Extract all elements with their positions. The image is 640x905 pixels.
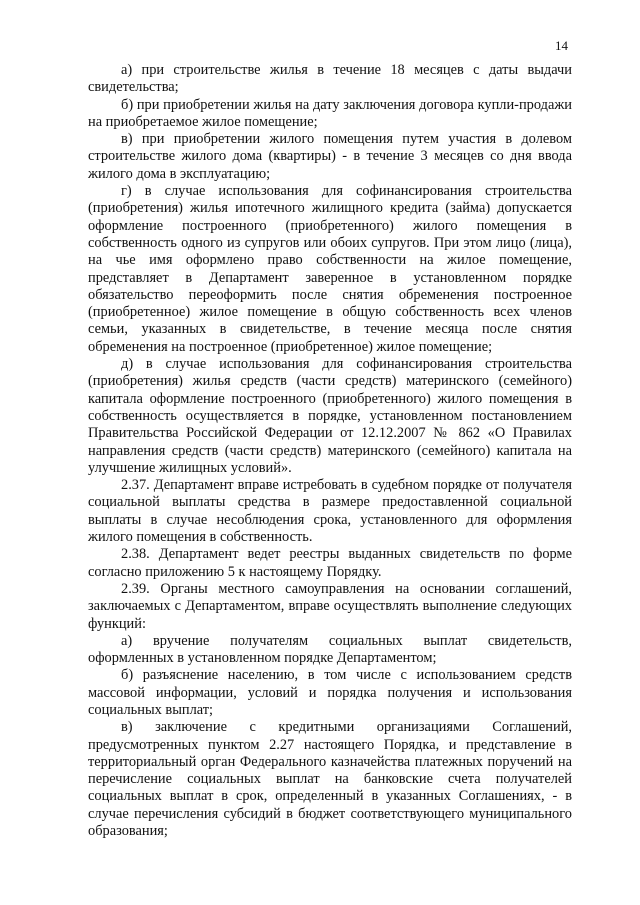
paragraph-v-shared-construction: в) при приобретении жилого помещения путем участия в долевом строительстве жилого дома (квартиры) - в течение 3 месяцев со дня ввода жилого дома в эксплуатацию;	[88, 131, 572, 182]
paragraph-g-mortgage: г) в случае использования для софинансирования строительства (приобретения) жилья ипотечного жилищного кредита (займа) допускается оформление построенного (приобретенного) жилого помещения в собственность одного из супругов или обоих супругов. При этом лицо (лица), на чье имя оформлено право собственности на жилое помещение, представляет в Департамент заверенное в установленном порядке обязательство переоформить после снятия обременения построенное (приобретенное) жилое помещение в общую собственность всех членов семьи, указанных в свидетельстве, в течение месяца после снятия обременения на построенное (приобретенное) жилое помещение;	[88, 183, 572, 355]
paragraph-2-37: 2.37. Департамент вправе истребовать в судебном порядке от получателя социальной выплаты средства в размере предоставленной социальной выплаты в случае несоблюдения срока, установленного для оформления жилого помещения в собственность.	[88, 477, 572, 546]
paragraph-2-39: 2.39. Органы местного самоуправления на основании соглашений, заключаемых с Департаментом, вправе осуществлять выполнение следующих функций:	[88, 580, 572, 632]
page-number: 14	[555, 38, 568, 53]
paragraph-2-39-b: б) разъяснение населению, в том числе с использованием средств массовой информации, условий и порядка получения и использования социальных выплат;	[88, 667, 572, 718]
paragraph-d-maternity-capital: д) в случае использования для софинансирования строительства (приобретения) жилья средств (части средств) материнского (семейного) капитала оформление построенного (приобретенного) жилого помещения в собственность осуществляется в порядке, установленном постановлением Правительства Российской Федерации от 12.12.2007 № 862 «О Правилах направления средств (части средств) материнского (семейного) капитала на улучшение жилищных условий».	[88, 356, 572, 476]
paragraph-2-39-a: а) вручение получателям социальных выплат свидетельств, оформленных в установленном порядке Департаментом;	[88, 632, 572, 667]
paragraph-2-39-v: в) заключение с кредитными организациями Соглашений, предусмотренных пунктом 2.27 настоящего Порядка, и представление в территориальный орган Федерального казначейства платежных поручений на перечисление социальных выплат на банковские счета получателей социальных выплат в срок, определенный в указанных Соглашениях, - в случае перечисления субсидий в бюджет соответствующего муниципального образования;	[88, 719, 572, 840]
paragraph-a-construction: а) при строительстве жилья в течение 18 месяцев с даты выдачи свидетельства;	[88, 62, 572, 96]
paragraph-b-purchase: б) при приобретении жилья на дату заключения договора купли-продажи на приобретаемое жилое помещение;	[88, 96, 572, 130]
document-body	[88, 62, 572, 840]
paragraph-2-38: 2.38. Департамент ведет реестры выданных свидетельств по форме согласно приложению 5 к настоящему Порядку.	[88, 546, 572, 580]
